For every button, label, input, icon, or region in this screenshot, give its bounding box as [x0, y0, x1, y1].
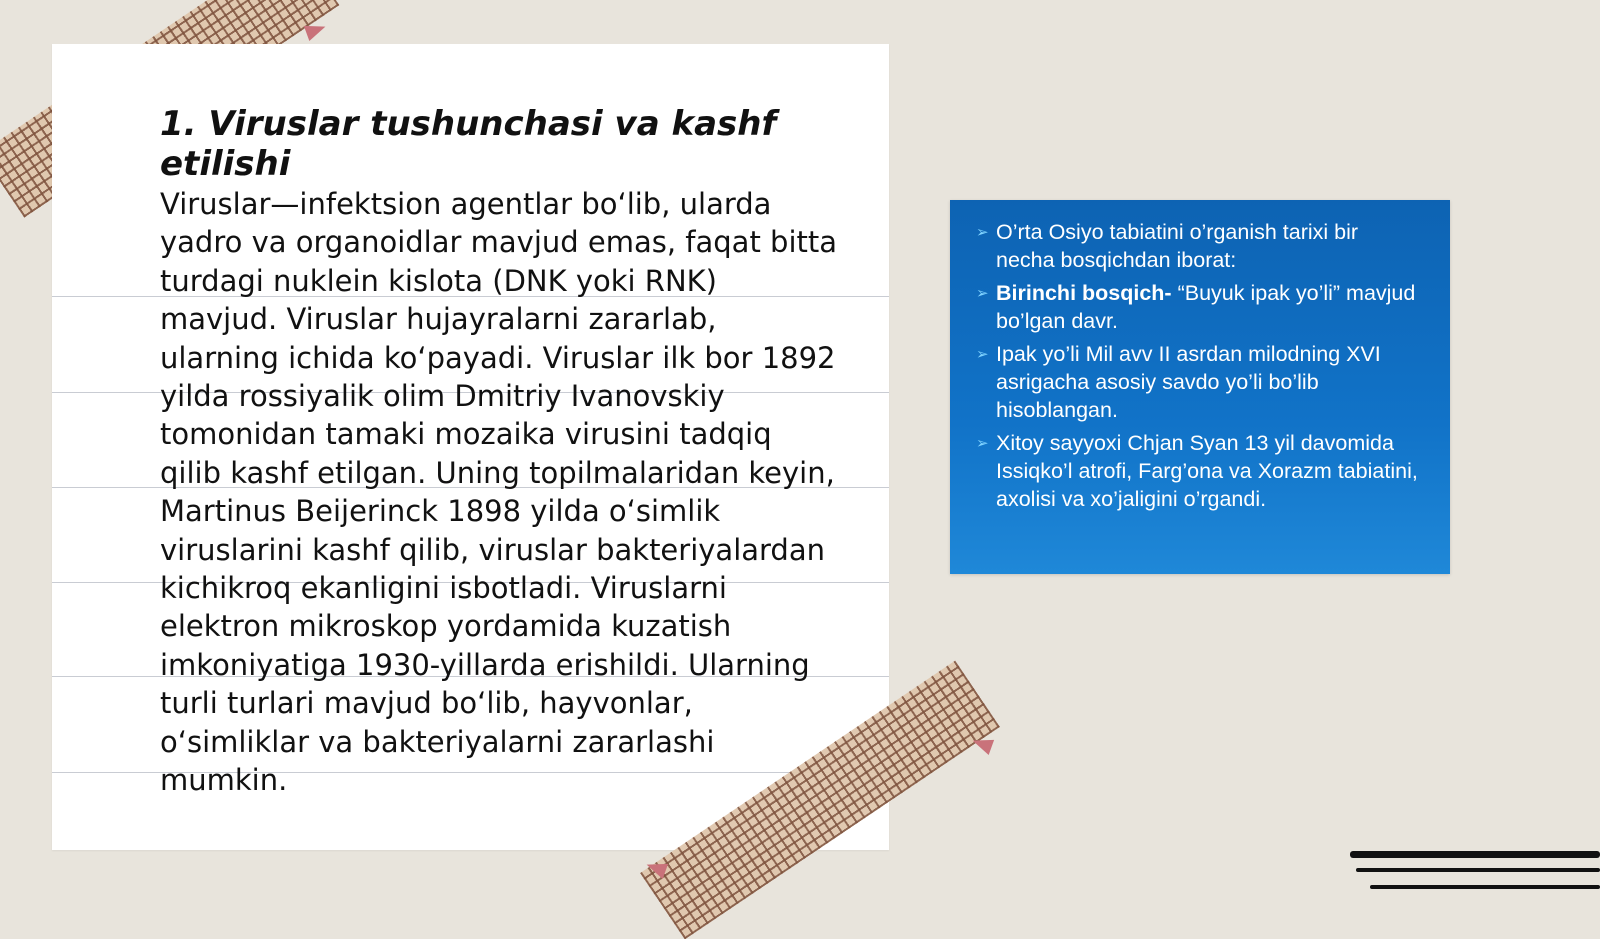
- tape-tip-icon: [970, 733, 994, 755]
- info-item-bold: Birinchi bosqich-: [996, 281, 1172, 305]
- info-item-text: O’rta Osiyo tabiatini o’rganish tarixi bir necha bosqichdan iborat:: [996, 220, 1359, 272]
- brush-stroke-decoration: [1350, 851, 1600, 858]
- arrow-bullet-icon: ➢: [976, 435, 989, 452]
- info-list-item: [976, 340, 1420, 424]
- info-item-text: “Buyuk ipak yo’li” mavjud bo’lgan davr.: [996, 281, 1416, 333]
- info-item-text: Xitoy sayyoxi Chjan Syan 13 yil davomida Issiqko’l atrofi, Farg’ona va Xorazm tabiatini, axolisi va xo’jaligini o’rgandi.: [996, 431, 1418, 511]
- arrow-bullet-icon: ➢: [976, 224, 989, 241]
- info-item-text: Ipak yo’li Mil avv II asrdan milodning XVI asrigacha asosiy savdo yo’li bo’lib hisoblangan.: [996, 342, 1381, 422]
- info-list-item: [976, 218, 1420, 274]
- arrow-bullet-icon: ➢: [976, 346, 989, 363]
- brush-stroke-decoration: [1356, 868, 1600, 872]
- info-list-item: [976, 429, 1420, 513]
- slide-title: 1. Viruslar tushunchasi va kashf etilishi: [160, 104, 777, 184]
- info-box: [950, 200, 1450, 574]
- info-list-item: [976, 279, 1420, 335]
- arrow-bullet-icon: ➢: [976, 285, 989, 302]
- slide-body-text: Viruslar—infektsion agentlar bo‘lib, ularda yadro va organoidlar mavjud emas, faqat bitta turdagi nuklein kislota (DNK yoki RNK) mavjud. Viruslar hujayralarni zararlab, ularning ichida ko‘payadi. Viruslar ilk bor 1892 yilda rossiyalik olim Dmitriy Ivanovskiy tomonidan tamaki mozaika virusini tadqiq qilib kashf etilgan. Uning topilmalaridan keyin, Martinus Beijerinck 1898 yilda o‘simlik viruslarini kashf qilib, viruslar bakteriyalardan kichikroq ekanligini isbotladi. Viruslarni elektron mikroskop yordamida kuzatish imkoniyatiga 1930-yillarda erishildi. Ularning turli turlari mavjud bo‘lib, hayvonlar, o‘simliklar va bakteriyalarni zararlashi mumkin.: [160, 187, 838, 798]
- info-list: [950, 200, 1450, 513]
- brush-stroke-decoration: [1370, 885, 1600, 889]
